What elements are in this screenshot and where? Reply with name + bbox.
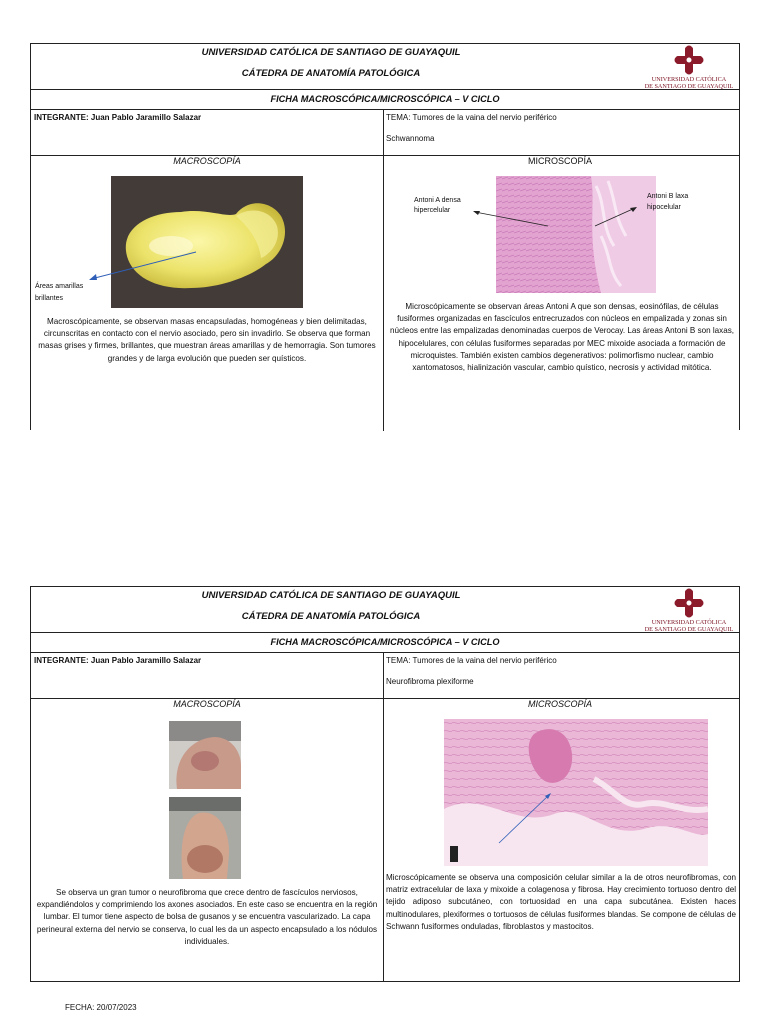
ficha-title: FICHA MACROSCÓPICA/MICROSCÓPICA – V CICLO — [31, 89, 739, 110]
integrante-label: INTEGRANTE: Juan Pablo Jaramillo Salazar — [34, 113, 202, 122]
logo-text-2: DE SANTIAGO DE GUAYAQUIL — [644, 626, 734, 633]
university-title: UNIVERSIDAD CATÓLICA DE SANTIAGO DE GUAYAQUIL — [201, 590, 461, 601]
micro-description: Microscópicamente se observan áreas Antoni A que son densas, eosinófilas, de células fusiformes organizadas en fascículos entrecruzados con núcleos en empalizada y zonas sin núcleos entre las empalizadas denominadas cuerpos de Verocay. Las áreas Antoni B son laxas, hipocelulares, con células fusiformes separadas por MEC mixoide asociada a formación de microquistes. También existen cambios degenerativos: polimorfismo nuclear, cambio xantomatosos, hialinización vascular, cambio quístico, necrosis y actividad mitótica. — [389, 302, 735, 373]
sheet-schwannoma — [30, 43, 740, 430]
integrante-label: INTEGRANTE: Juan Pablo Jaramillo Salazar — [34, 656, 202, 665]
divider — [383, 698, 384, 981]
arrow-icon — [86, 249, 206, 289]
macro-annotation-line2: brillantes — [35, 295, 64, 302]
divider — [383, 110, 384, 155]
macro-title: MACROSCOPÍA — [173, 699, 241, 709]
macro-title: MACROSCOPÍA — [173, 156, 241, 166]
cross-emblem-icon — [637, 45, 741, 75]
cross-emblem-icon — [637, 588, 741, 618]
university-title: UNIVERSIDAD CATÓLICA DE SANTIAGO DE GUAYAQUIL — [201, 47, 461, 58]
info-row — [31, 110, 739, 156]
clinical-photo-1 — [169, 721, 241, 789]
arrow-icon — [491, 787, 571, 847]
divider — [383, 653, 384, 698]
micro-title: MICROSCOPÍA — [527, 156, 592, 166]
antoni-b-label-1: Antoni B laxa — [647, 193, 689, 200]
sheet-neurofibroma — [30, 586, 740, 982]
logo-text-1: UNIVERSIDAD CATÓLICA — [651, 619, 727, 626]
tema-label: TEMA: Tumores de la vaina del nervio periférico — [386, 113, 557, 122]
macro-description: Macroscópicamente, se observan masas encapsuladas, homogéneas y bien delimitadas, circunscritas en contacto con el nervio asociado, pero sin invadirlo. Se observa que forman masas grises y firmes, brillantes, que muestran áreas amarillas y de hemorragia. Son tumores grandes y de larga evolución que pueden ser quísticos. — [38, 317, 376, 363]
tema-label: TEMA: Tumores de la vaina del nervio periférico — [386, 656, 557, 665]
antoni-a-label-2: hipercelular — [414, 207, 451, 214]
university-logo — [637, 588, 741, 632]
header — [31, 44, 739, 90]
subtema-label: Neurofibroma plexiforme — [386, 677, 474, 686]
date-label: FECHA: 20/07/2023 — [65, 1003, 137, 1012]
macro-description: Se observa un gran tumor o neurofibroma que crece dentro de fascículos nerviosos, expandiéndolos y comprimiendo los axones asociados. En este caso se encuentra en la región lumbar. El tumor tiene aspecto de bolsa de gusanos y se encuentra vascularizado. La capa perineural externa del nervio se conserva, lo cual les da un aspecto encapsulado a los nódulos individuales. — [36, 888, 378, 946]
arrow-icon — [463, 204, 663, 244]
neurofibroma-histology-photo — [444, 719, 708, 866]
divider — [383, 155, 384, 431]
subtema-label: Schwannoma — [386, 134, 435, 143]
clinical-photo-2 — [169, 797, 241, 879]
antoni-a-label-1: Antoni A densa — [414, 197, 461, 204]
logo-text-1: UNIVERSIDAD CATÓLICA — [651, 76, 727, 83]
macro-annotation-line1: Áreas amarillas — [35, 283, 84, 290]
info-row — [31, 653, 739, 699]
department-title: CÁTEDRA DE ANATOMÍA PATOLÓGICA — [241, 68, 421, 79]
micro-description: Microscópicamente se observa una composición celular similar a la de otros neurofibromas, con matriz extracelular de laxa y mixoide a colagenosa y fibrosa. Hay crecimiento tortuoso dentro del tejido adiposo subcutáneo, con tortuosidad en una capa subcutánea. Existen haces multinodulares, plexiformes o tortuosos de células fusiformes blandas. Se compone de células de Schwann fusiformes onduladas, fibroblastos y mastocitos. — [386, 873, 736, 931]
header — [31, 587, 739, 633]
antoni-b-label-2: hipocelular — [647, 204, 681, 211]
department-title: CÁTEDRA DE ANATOMÍA PATOLÓGICA — [241, 611, 421, 622]
ficha-title: FICHA MACROSCÓPICA/MICROSCÓPICA – V CICLO — [31, 632, 739, 653]
university-logo — [637, 45, 741, 89]
micro-title: MICROSCOPÍA — [527, 699, 592, 709]
logo-text-2: DE SANTIAGO DE GUAYAQUIL — [644, 83, 734, 90]
